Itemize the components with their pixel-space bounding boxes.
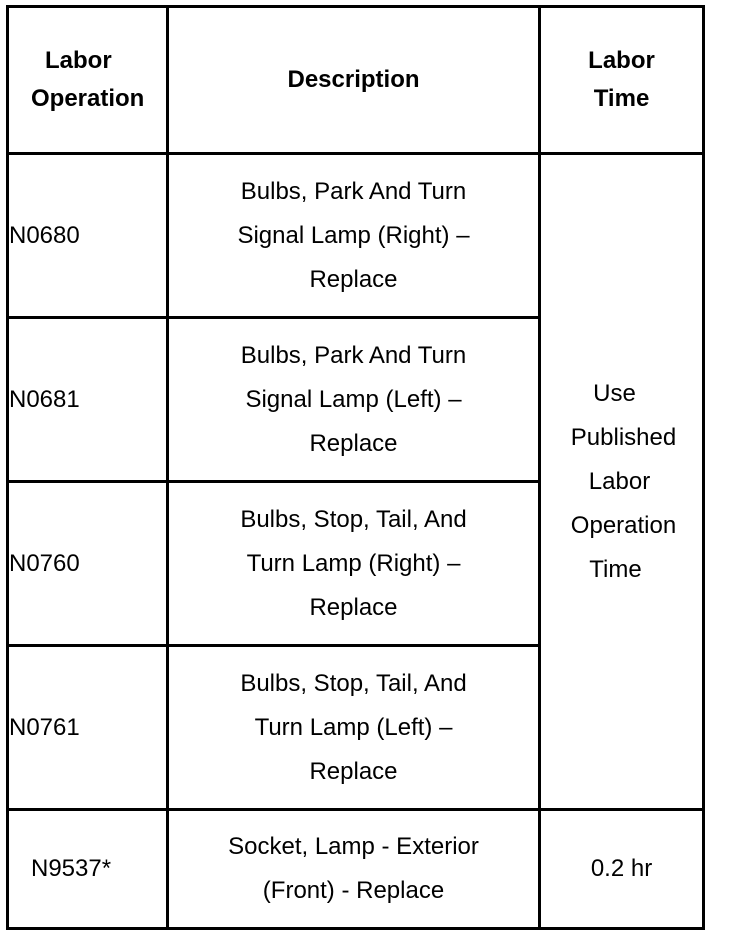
table-row bbox=[8, 154, 704, 318]
description-cell bbox=[168, 154, 540, 318]
description-line: Replace bbox=[309, 593, 398, 621]
description-cell bbox=[168, 482, 540, 646]
operation-cell: N0680 bbox=[8, 154, 168, 318]
description-line: Socket, Lamp - Exterior bbox=[228, 833, 479, 860]
header-time-line-2: Time bbox=[593, 85, 650, 112]
description-line: Bulbs, Stop, Tail, And bbox=[240, 505, 467, 533]
header-time-line-1: Labor bbox=[588, 47, 655, 74]
labor-time-line: Use bbox=[593, 379, 636, 407]
header-description-text: Description bbox=[287, 66, 420, 93]
operation-cell: N9537* bbox=[8, 810, 168, 929]
description-line: Bulbs, Park And Turn bbox=[240, 177, 467, 205]
labor-time-line: Published bbox=[570, 423, 677, 451]
labor-time-line: Operation bbox=[570, 511, 677, 539]
description-line: Replace bbox=[309, 265, 398, 293]
table-row bbox=[8, 810, 704, 929]
header-labor-operation bbox=[8, 7, 168, 154]
header-description bbox=[168, 7, 540, 154]
description-line: Signal Lamp (Left) – bbox=[245, 385, 462, 413]
description-line: Turn Lamp (Right) – bbox=[246, 549, 461, 577]
labor-time-cell: 0.2 hr bbox=[540, 810, 704, 929]
description-cell bbox=[168, 318, 540, 482]
description-cell bbox=[168, 646, 540, 810]
description-cell bbox=[168, 810, 540, 929]
header-operation-line-1: Labor bbox=[45, 47, 112, 74]
description-line: Bulbs, Park And Turn bbox=[240, 341, 467, 369]
table-header-row bbox=[8, 7, 704, 154]
merged-labor-time-cell bbox=[540, 154, 704, 810]
labor-time-line: Labor bbox=[588, 467, 651, 495]
labor-time-line: Time bbox=[589, 555, 642, 583]
description-line: Replace bbox=[309, 429, 398, 457]
description-line: Replace bbox=[309, 757, 398, 785]
description-line: Turn Lamp (Left) – bbox=[254, 713, 453, 741]
operation-cell: N0761 bbox=[8, 646, 168, 810]
description-line: Signal Lamp (Right) – bbox=[237, 221, 470, 249]
description-line: Bulbs, Stop, Tail, And bbox=[240, 669, 467, 697]
header-labor-time bbox=[540, 7, 704, 154]
operation-cell: N0681 bbox=[8, 318, 168, 482]
description-line: (Front) - Replace bbox=[262, 877, 445, 904]
operation-cell: N0760 bbox=[8, 482, 168, 646]
labor-operations-table bbox=[6, 5, 705, 930]
header-operation-line-2: Operation bbox=[31, 85, 145, 112]
